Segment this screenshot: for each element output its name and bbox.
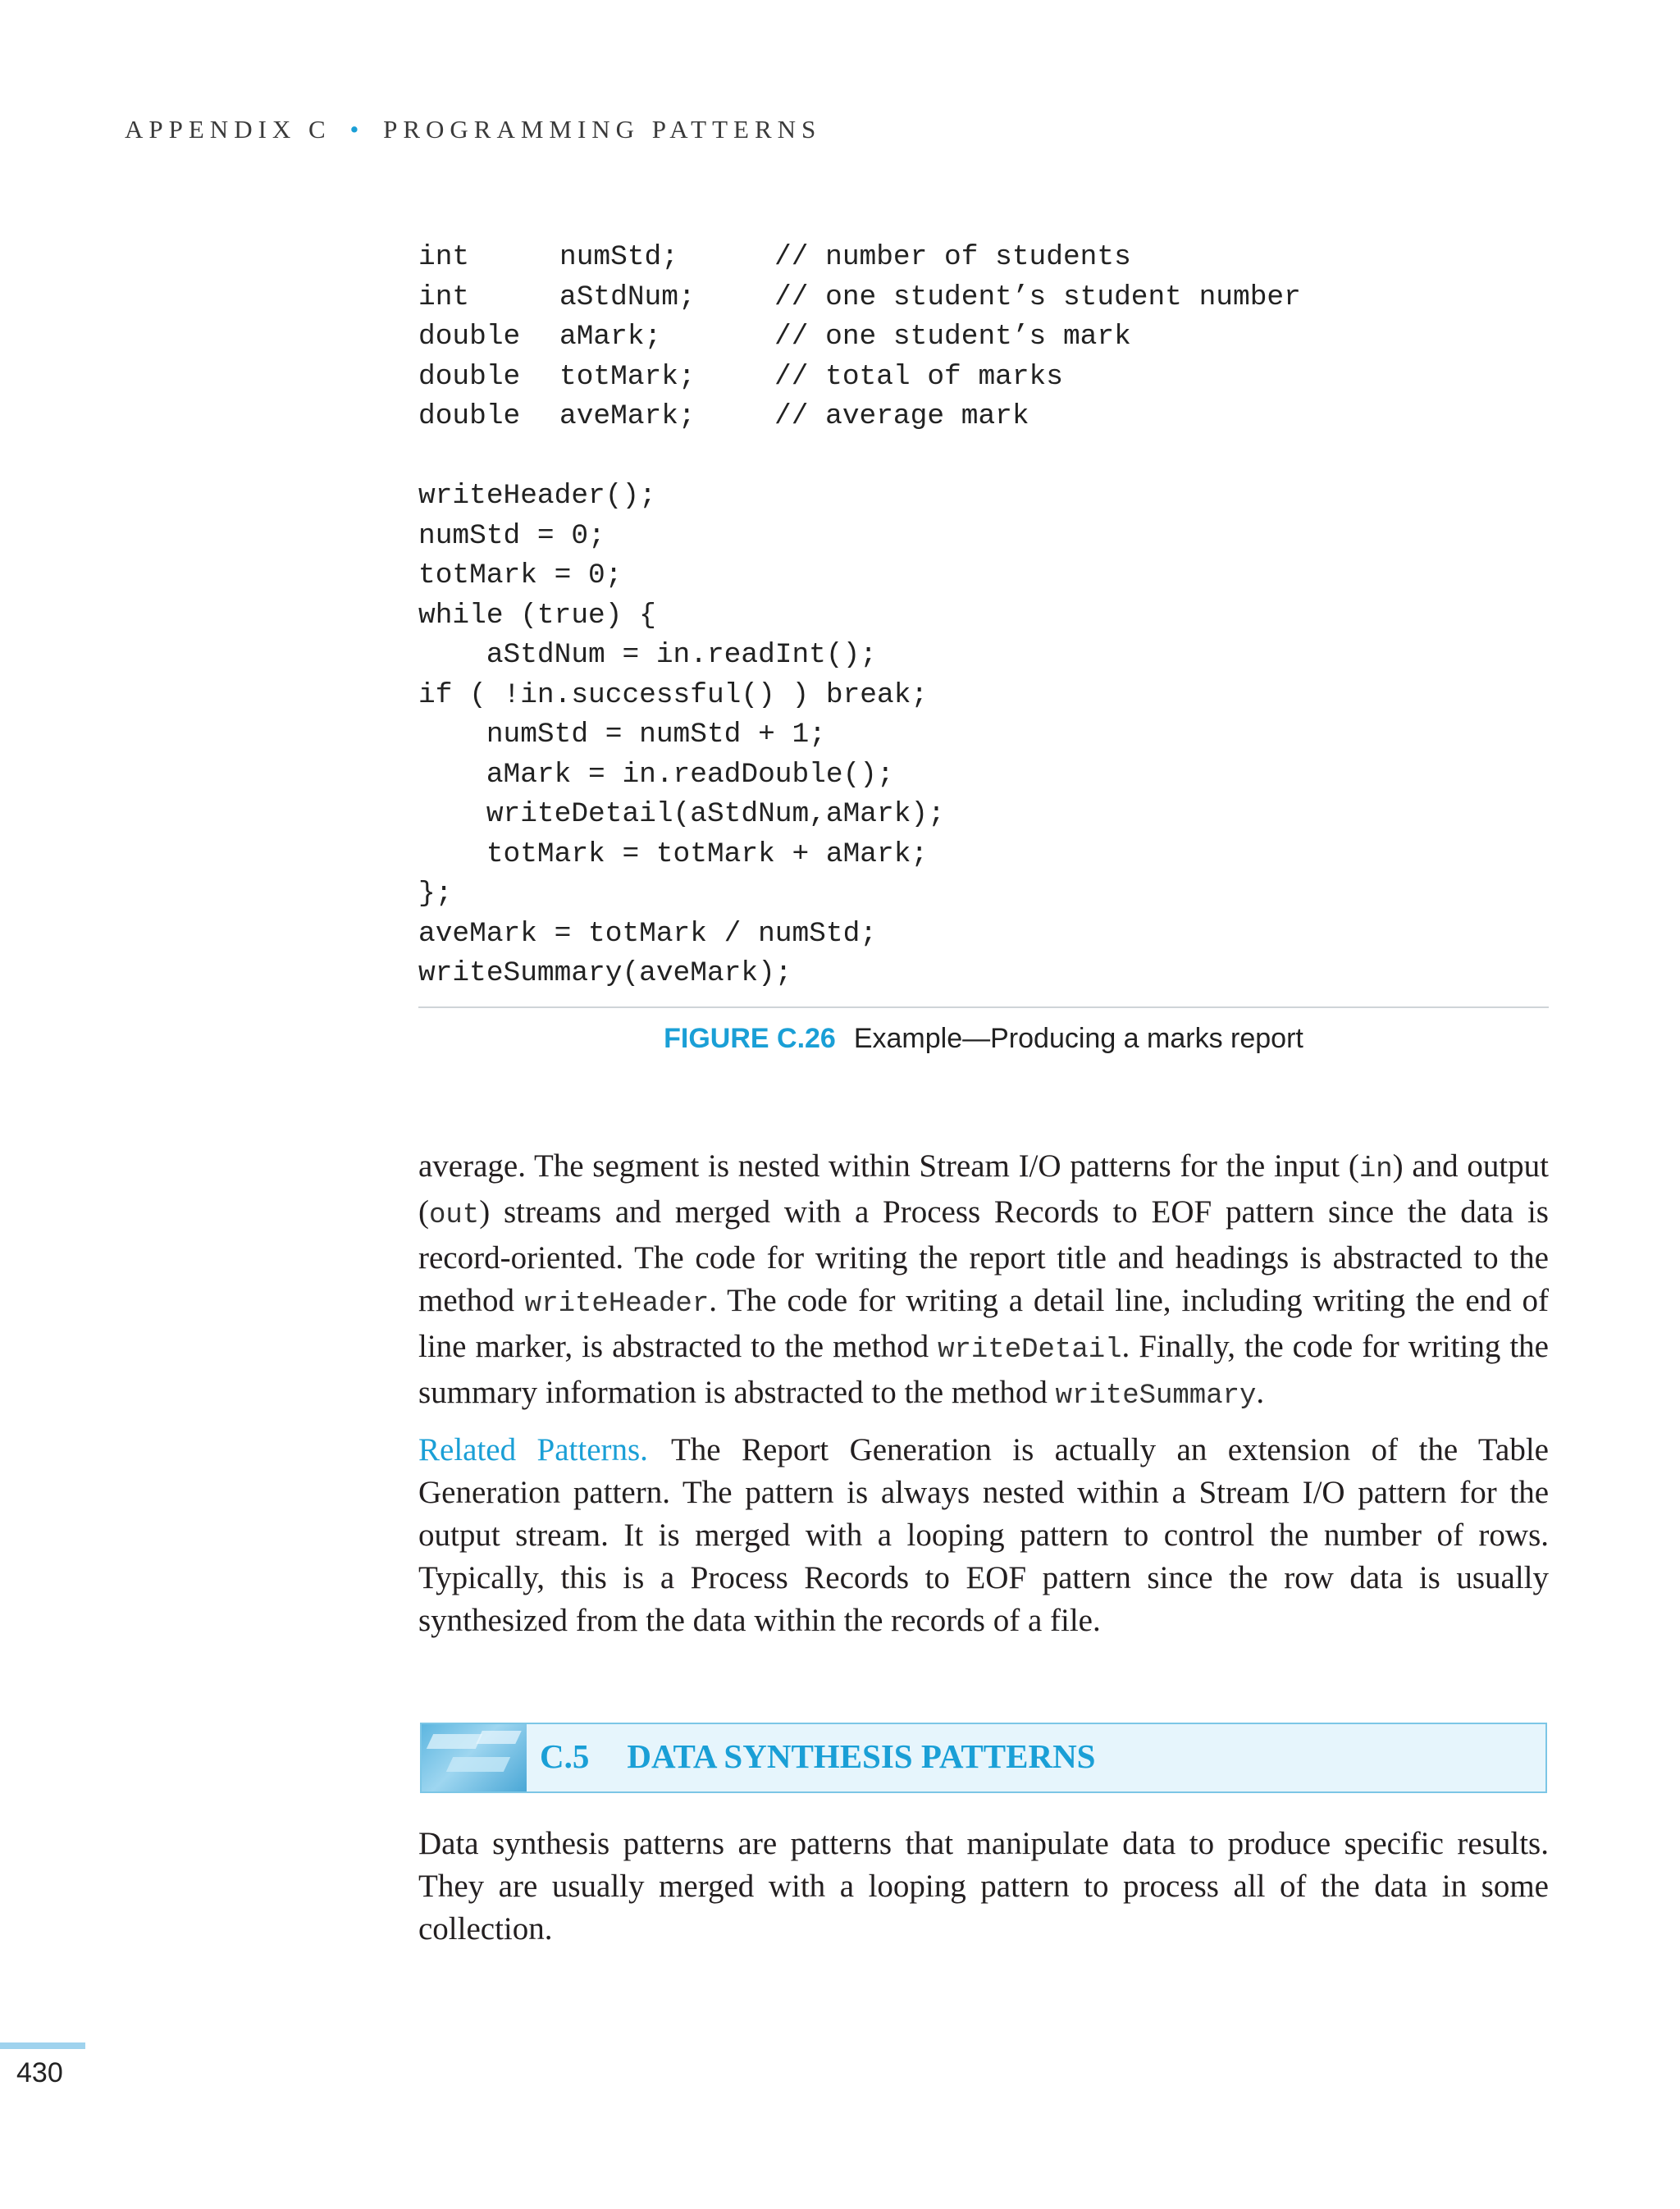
text-run: ) streams and merged with a Process Records to EOF pattern since the data is record-oriented. The code for writing the report title and headings is abstracted to the method (418, 1194, 1549, 1318)
related-patterns-paragraph (418, 1429, 1549, 1642)
figure-caption-text: Example—Producing a marks report (853, 1023, 1303, 1054)
running-head-chapter: PROGRAMMING PATTERNS (383, 115, 822, 144)
code-line: numStd = numStd + 1; (418, 719, 826, 751)
code-line: if ( !in.successful() ) break; (418, 678, 929, 711)
running-head-bullet: • (349, 115, 365, 144)
inline-code: in (1358, 1154, 1393, 1185)
code-listing (418, 238, 1550, 994)
body-paragraph (418, 1145, 1549, 1417)
code-line: writeSummary(aveMark); (418, 957, 792, 989)
code-var: aMark; (559, 321, 662, 353)
figure-caption (418, 1023, 1549, 1055)
code-line: numStd = 0; (418, 519, 605, 552)
code-type: double (418, 321, 521, 353)
code-line: writeHeader(); (418, 480, 656, 512)
code-line: aveMark = totMark / numStd; (418, 917, 877, 950)
code-var: aStdNum; (559, 281, 696, 313)
code-var: numStd; (559, 241, 678, 273)
section-title-text: DATA SYNTHESIS PATTERNS (627, 1737, 1096, 1775)
code-comment: // total of marks (774, 360, 1063, 393)
code-line-declaration (418, 358, 1550, 398)
code-line: writeDetail(aStdNum,aMark); (418, 798, 945, 830)
section-title (540, 1737, 1095, 1776)
inline-code: writeSummary (1055, 1381, 1257, 1412)
inline-code: out (429, 1200, 480, 1231)
code-line: aStdNum = in.readInt(); (418, 639, 877, 671)
code-var: totMark; (559, 360, 696, 393)
page-tab (0, 2042, 85, 2049)
code-line: totMark = 0; (418, 559, 623, 591)
code-line-declaration (418, 238, 1550, 278)
body-paragraph: Data synthesis patterns are patterns that manipulate data to produce specific results. They are usually merged with a looping pattern to process all of the data in some collection. (418, 1826, 1549, 1947)
code-type: int (418, 241, 470, 273)
code-line-declaration (418, 317, 1550, 358)
code-line-declaration (418, 278, 1550, 318)
code-type: int (418, 281, 470, 313)
code-var: aveMark; (559, 400, 696, 432)
code-line-declaration (418, 397, 1550, 437)
code-comment: // one student’s student number (774, 281, 1301, 313)
inline-code: writeDetail (938, 1335, 1122, 1366)
figure-number: FIGURE C.26 (664, 1023, 836, 1054)
section-heading (420, 1723, 1547, 1793)
page-number: 430 (16, 2057, 63, 2088)
run-in-heading: Related Patterns. (418, 1432, 648, 1467)
code-type: double (418, 400, 521, 432)
code-type: double (418, 360, 521, 393)
code-blank-line (418, 437, 1550, 477)
code-line: totMark = totMark + aMark; (418, 838, 929, 870)
text-run: . (1256, 1375, 1265, 1410)
text-run: . Finally, the code for writing the summary information is abstracted to the method (418, 1329, 1549, 1410)
section-number: C.5 (540, 1737, 590, 1775)
text-run: average. The segment is nested within Stream I/O patterns for the input ( (418, 1148, 1359, 1184)
code-line: aMark = in.readDouble(); (418, 758, 894, 791)
code-line: }; (418, 878, 453, 910)
code-comment: // number of students (774, 241, 1131, 273)
figure-rule (418, 1006, 1549, 1008)
code-comment: // one student’s mark (774, 321, 1131, 353)
inline-code: writeHeader (524, 1289, 710, 1320)
text-run: The Report Generation is actually an extension of the Table Generation pattern. The pattern is always nested within a Stream I/O pattern for the output stream. It is merged with a looping pattern to control the number of rows. Typically, this is a Process Records to EOF pattern since the row data is usually synthesized from the data within the records of a file. (418, 1432, 1549, 1638)
running-head (125, 115, 821, 144)
running-head-appendix: APPENDIX C (125, 115, 331, 144)
code-comment: // average mark (774, 400, 1029, 432)
text-run: ) and output ( (418, 1148, 1549, 1230)
text-run: . The code for writing a detail line, including writing the end of line marker, is abstracted to the method (418, 1283, 1549, 1364)
code-line: while (true) { (418, 599, 656, 632)
keyboard-thumbnail-icon (422, 1724, 527, 1791)
